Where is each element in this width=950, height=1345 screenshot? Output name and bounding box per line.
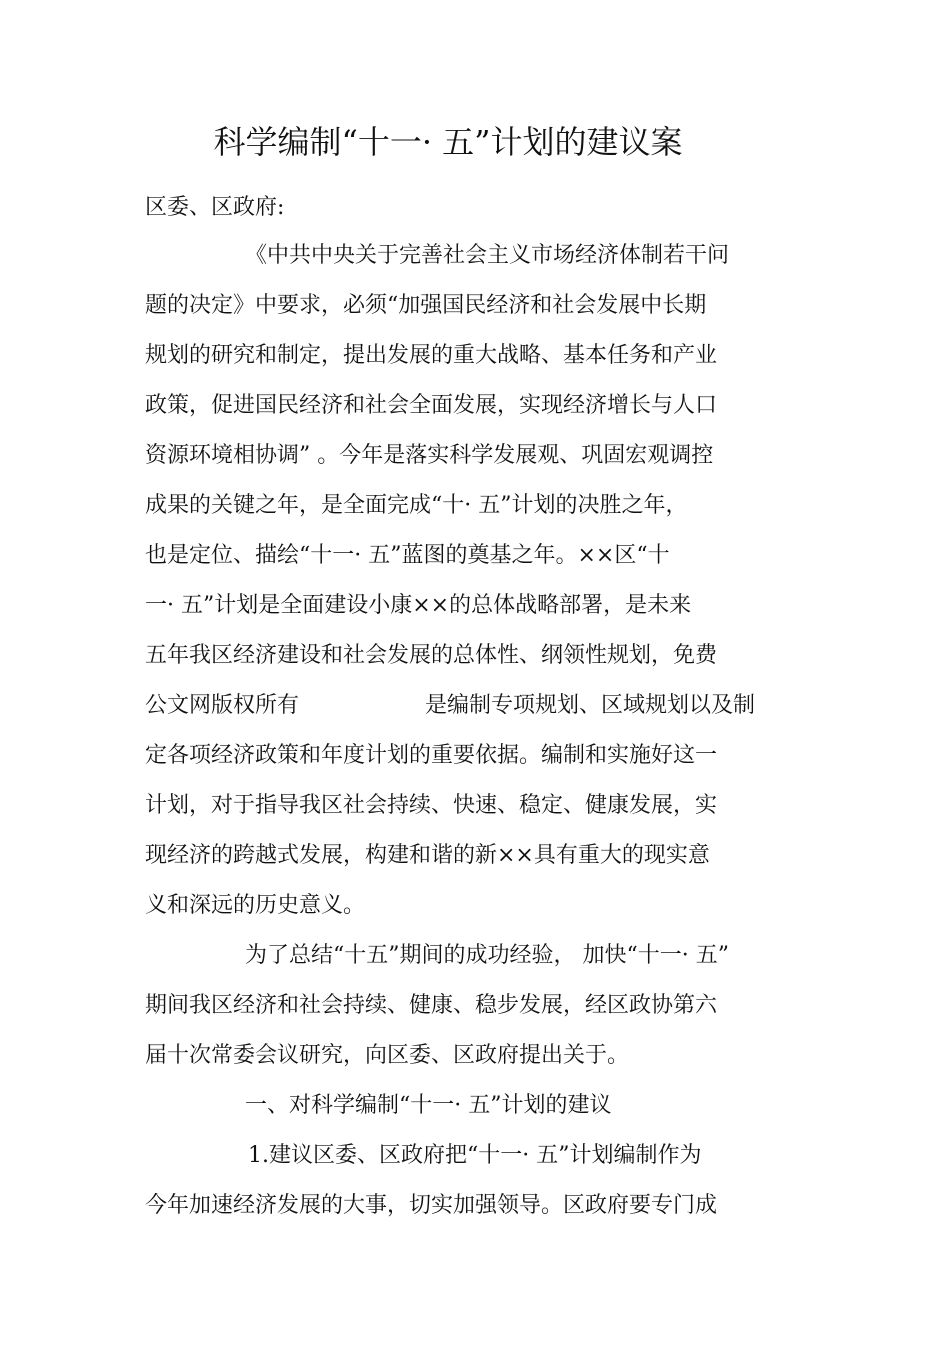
body-line: 一· 五”计划是全面建设小康××的总体战略部署，是未来 [145,593,692,618]
body-line: 《中共中央关于完善社会主义市场经济体制若干问 [245,243,730,268]
document-title: 科学编制“十一· 五”计划的建议案 [213,123,683,161]
body-line: 规划的研究和制定，提出发展的重大战略、基本任务和产业 [145,343,718,368]
body-line: 1.建议区委、区政府把“十一· 五”计划编制作为 [248,1143,702,1168]
body-line: 也是定位、描绘“十一· 五”蓝图的奠基之年。××区“十 [145,543,670,568]
body-line: 届十次常委会议研究，向区委、区政府提出关于。 [145,1043,630,1068]
body-line: 现经济的跨越式发展，构建和谐的新××具有重大的现实意 [145,843,710,868]
body-line: 为了总结“十五”期间的成功经验， 加快“十一· 五” [245,943,729,968]
body-line: 期间我区经济和社会持续、健康、稳步发展，经区政协第六 [145,993,718,1018]
body-line: 定各项经济政策和年度计划的重要依据。编制和实施好这一 [145,743,718,768]
body-line: 五年我区经济建设和社会发展的总体性、纲领性规划，免费 [145,643,718,668]
body-line: 今年加速经济发展的大事，切实加强领导。区政府要专门成 [145,1193,718,1218]
section-heading: 一、对科学编制“十一· 五”计划的建议 [245,1093,612,1118]
body-line: 公文网版权所有 [145,693,300,718]
body-line: 成果的关键之年，是全面完成“十· 五”计划的决胜之年， [145,493,688,518]
body-line: 资源环境相协调” 。今年是落实科学发展观、巩固宏观调控 [145,443,714,468]
body-line: 政策，促进国民经济和社会全面发展，实现经济增长与人口 [145,393,718,418]
body-line: 题的决定》中要求，必须“加强国民经济和社会发展中长期 [145,293,707,318]
body-line: 义和深远的历史意义。 [145,893,366,918]
salutation: 区委、区政府: [145,195,285,220]
body-line: 计划，对于指导我区社会持续、快速、稳定、健康发展，实 [145,793,718,818]
body-line: 是编制专项规划、区域规划以及制 [425,693,756,718]
